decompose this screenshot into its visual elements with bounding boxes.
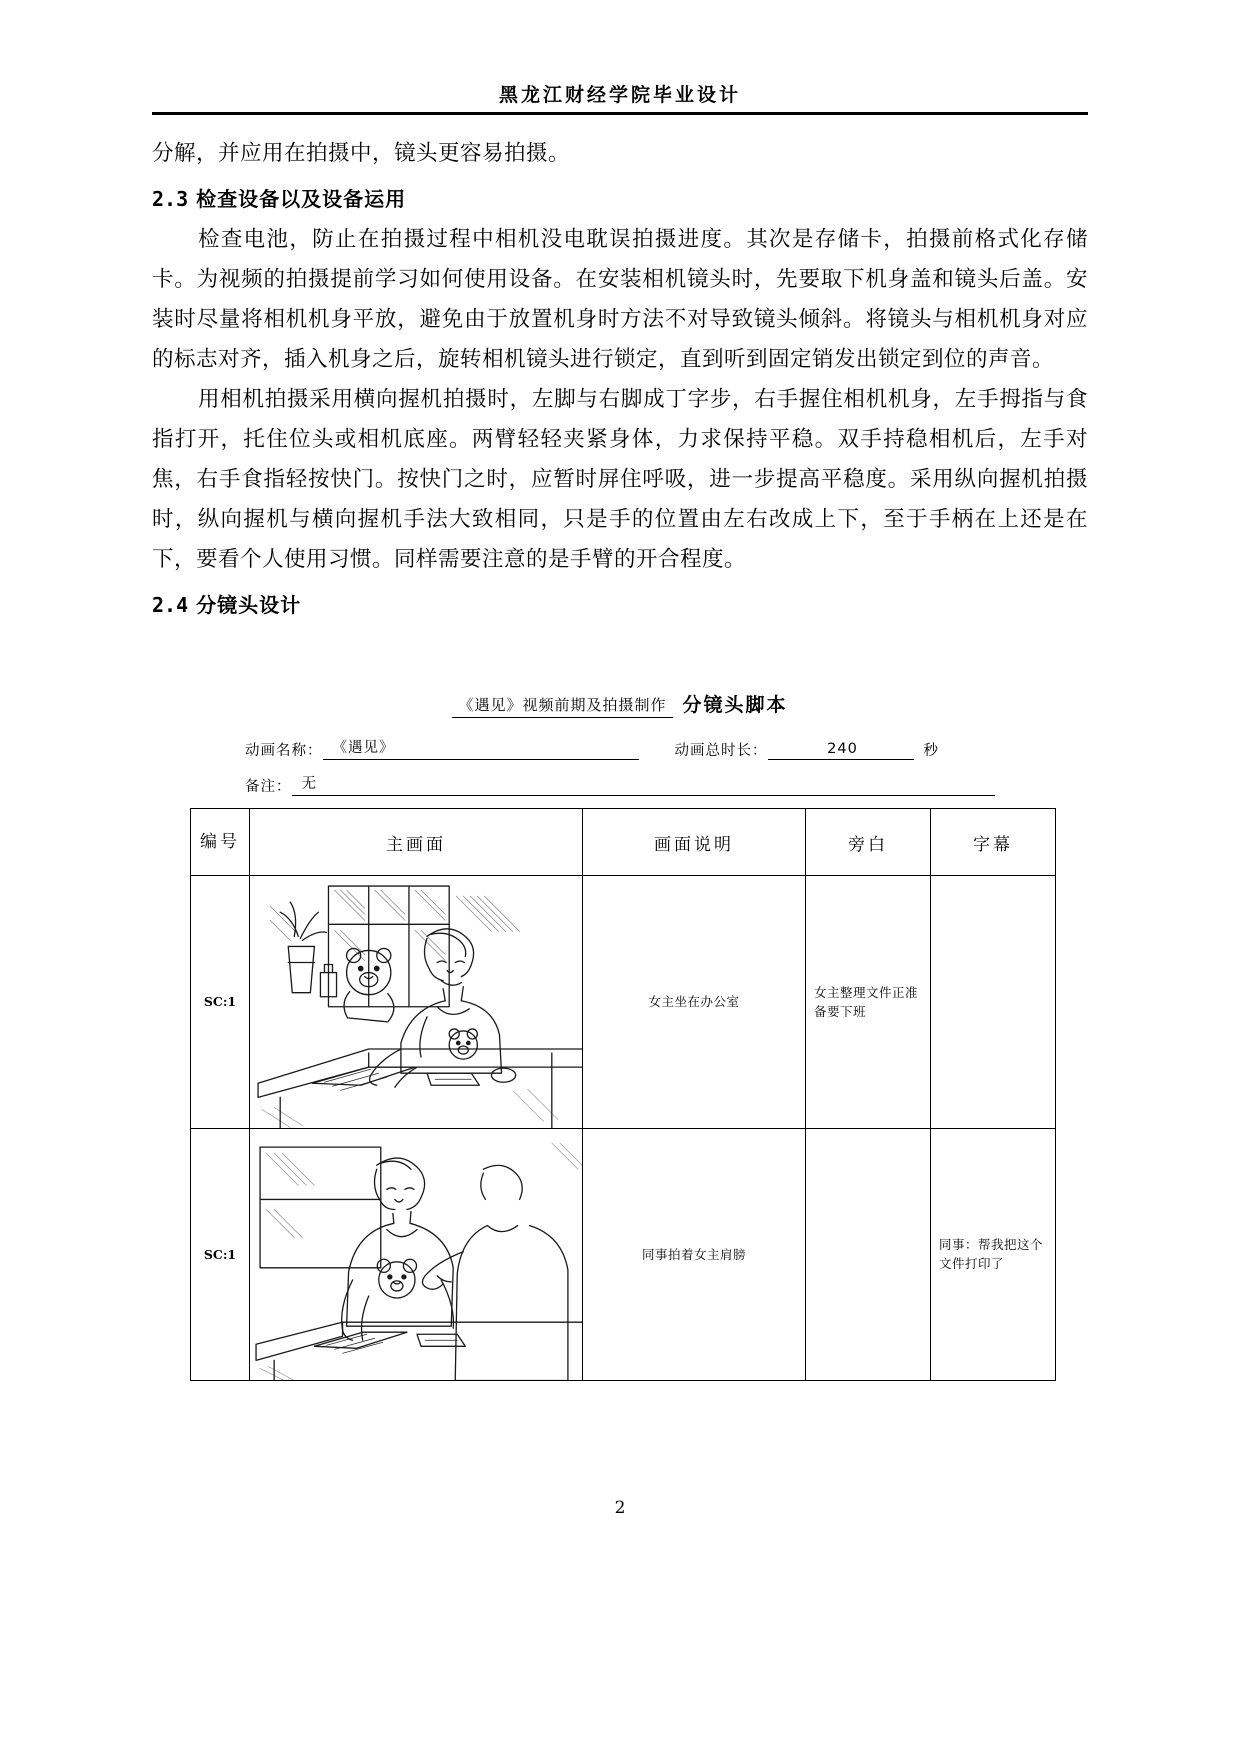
- row-1-description: 女主坐在办公室: [583, 876, 806, 1129]
- row-2-voiceover: [806, 1128, 931, 1381]
- storyboard-title-left: 《遇见》视频前期及拍摄制作: [452, 694, 672, 718]
- heading-2-4: [152, 586, 1088, 624]
- row-2-artwork: [250, 1128, 583, 1381]
- storyboard-table-head: [191, 809, 1056, 876]
- heading-2-4-number: 2.4: [152, 593, 189, 617]
- header-title: 黑龙江财经学院毕业设计: [498, 84, 741, 106]
- storyboard-fields: [190, 736, 1050, 796]
- field-row-remark: [245, 772, 995, 796]
- table-row: [191, 876, 1056, 1129]
- row-2-no: SC:1: [191, 1128, 250, 1381]
- row-2-description: 同事拍着女主肩膀: [583, 1128, 806, 1381]
- storyboard-title-row: [190, 690, 1050, 718]
- duration-label: 动画总时长：: [674, 743, 768, 759]
- field-row-name-duration: [245, 736, 995, 760]
- page-number: 2: [614, 1498, 626, 1518]
- heading-2-3-text: 检查设备以及设备运用: [196, 187, 407, 211]
- column-header-subtitle: 字幕: [931, 809, 1056, 876]
- remark-value: 无: [292, 772, 996, 796]
- animation-name-value: 《遇见》: [323, 736, 639, 760]
- paragraph-1: 检查电池，防止在拍摄过程中相机没电耽误拍摄进度。其次是存储卡，拍摄前格式化存储卡。为视频的拍摄提前学习如何使用设备。在安装相机镜头时，先要取下机身盖和镜头后盖。安装时尽量将相机机身平放，避免由于放置机身时方法不对导致镜头倾斜。将镜头与相机机身对应的标志对齐，插入机身之后，旋转相机镜头进行锁定，直到听到固定销发出锁定到位的声音。: [152, 227, 1088, 372]
- paragraph-2: 用相机拍摄采用横向握机拍摄时，左脚与右脚成丁字步，右手握住相机机身，左手拇指与食指打开，托住位头或相机底座。两臂轻轻夹紧身体，力求保持平稳。双手持稳相机后，左手对焦，右手食指轻按快门。按快门之时，应暂时屏住呼吸，进一步提高平稳度。采用纵向握机拍摄时，纵向握机与横向握机手法大致相同，只是手的位置由左右改成上下，至于手柄在上还是在下，要看个人使用习惯。同样需要注意的是手臂的开合程度。: [152, 387, 1088, 572]
- row-2-subtitle: 同事：帮我把这个文件打印了: [931, 1128, 1056, 1381]
- header-rule: [152, 112, 1088, 115]
- page-header: [152, 82, 1088, 115]
- storyboard-table: [190, 808, 1056, 1381]
- storyboard-illustration-2: [250, 1129, 582, 1381]
- heading-2-4-text: 分镜头设计: [196, 593, 302, 617]
- column-header-description: 画面说明: [583, 809, 806, 876]
- column-header-voiceover: 旁白: [806, 809, 931, 876]
- column-header-main-frame: 主画面: [250, 809, 583, 876]
- row-1-no: SC:1: [191, 876, 250, 1129]
- table-row: [191, 1128, 1056, 1381]
- storyboard-figure: [190, 690, 1050, 1381]
- duration-unit: 秒: [923, 743, 938, 759]
- column-header-no: 编号: [191, 809, 250, 876]
- animation-name-label: 动画名称：: [245, 743, 323, 759]
- document-body: [152, 134, 1088, 626]
- row-1-voiceover: 女主整理文件正准备要下班: [806, 876, 931, 1129]
- storyboard-illustration-1: [250, 876, 582, 1128]
- row-1-subtitle: [931, 876, 1056, 1129]
- remark-label: 备注：: [245, 779, 292, 795]
- storyboard-title-right: 分镜头脚本: [682, 694, 788, 716]
- heading-2-3: [152, 180, 1088, 218]
- paragraph-continued: 分解，并应用在拍摄中，镜头更容易拍摄。: [152, 141, 571, 166]
- duration-value: 240: [768, 741, 914, 760]
- row-1-artwork: [250, 876, 583, 1129]
- storyboard-header-row: [191, 809, 1056, 876]
- storyboard-table-body: [191, 876, 1056, 1381]
- heading-2-3-number: 2.3: [152, 187, 189, 211]
